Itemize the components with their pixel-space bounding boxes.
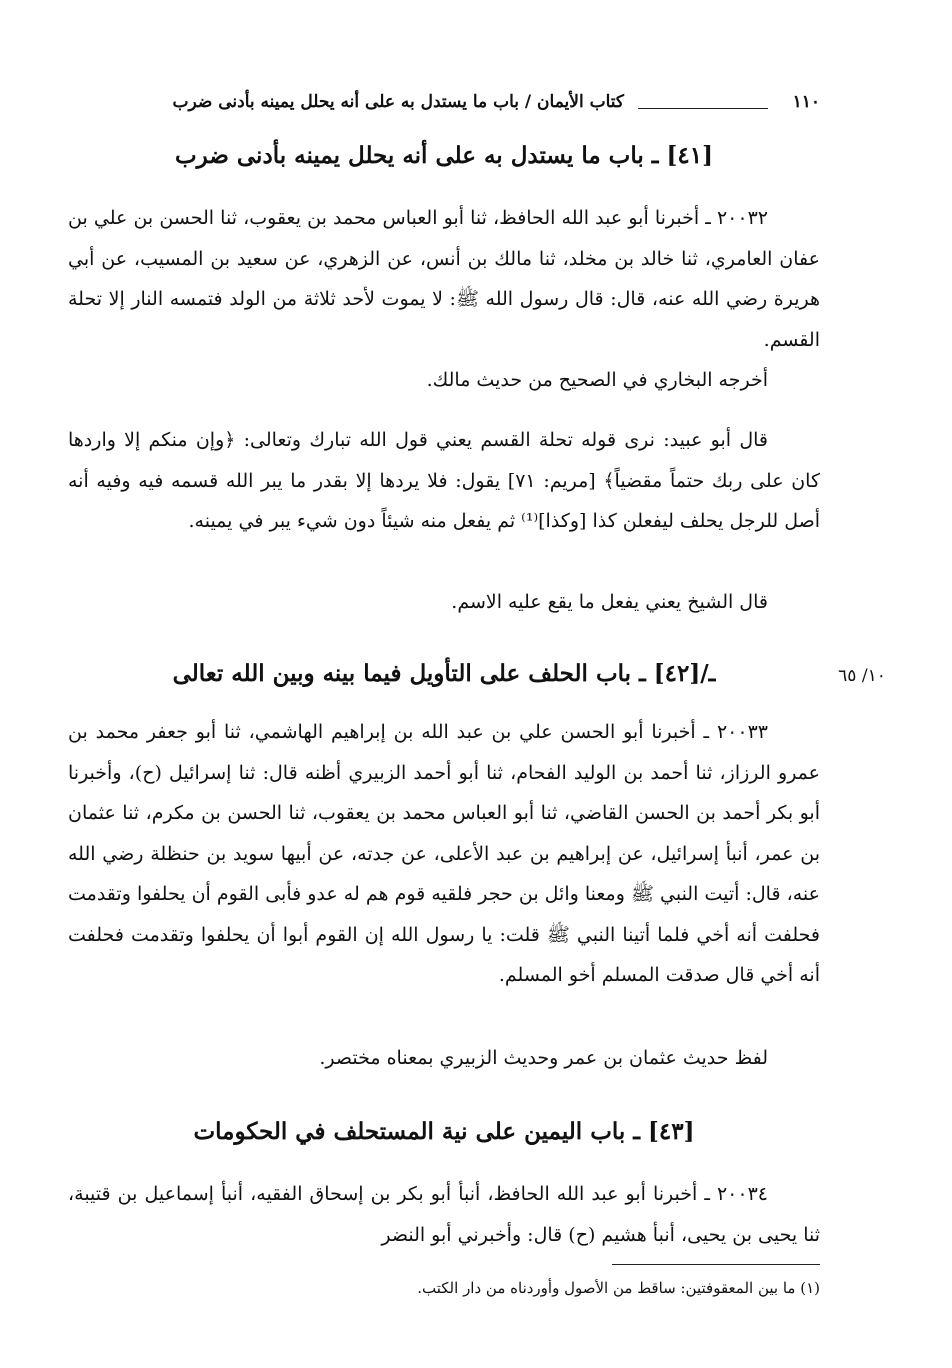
hadith-20032: ٢٠٠٣٢ ـ أخبرنا أبو عبد الله الحافظ، ثنا أبو العباس محمد بن يعقوب، ثنا الحسن بن علي بن عفان العامري، ثنا خالد بن مخلد، ثنا مالك بن أنس، عن الزهري، عن سعيد بن المسيب، عن أبي هريرة رضي الله عنه، قال: قال رسول الله ﷺ: لا يموت لأحد ثلاثة من الولد فتمسه النار إلا تحلة القسم.: [68, 207, 820, 351]
takhrij-note: أخرجه البخاري في الصحيح من حديث مالك.: [426, 369, 768, 391]
hadith-20033: ٢٠٠٣٣ ـ أخبرنا أبو الحسن علي بن عبد الله بن إبراهيم الهاشمي، ثنا أبو جعفر محمد بن عمرو الرزاز، ثنا أحمد بن الوليد الفحام، ثنا أبو أحمد الزبيري أظنه قال: ثنا إسرائيل (ح)، وأخبرنا أبو بكر أحمد بن الحسن القاضي، ثنا أبو العباس محمد بن يعقوب، ثنا الحسن بن مكرم، ثنا عثمان بن عمر، أنبأ إسرائيل، عن إبراهيم بن عبد الأعلى، عن جدته، عن أبيها سويد بن حنظلة رضي الله عنه، قال: أتيت النبي ﷺ ومعنا وائل بن حجر فلقيه قوم هم له عدو فأبى القوم أن يحلفوا وتقدمت فحلفت أنه أخي فلما أتينا النبي ﷺ قلت: يا رسول الله إن القوم أبوا أن يحلفوا وتقدمت فحلفت أنه أخي قال صدقت المسلم أخو المسلم.: [68, 721, 820, 986]
chapter-heading-43: [٤٣] ـ باب اليمين على نية المستحلف في الحكومات: [193, 1118, 695, 1145]
hadith-20034: ٢٠٠٣٤ ـ أخبرنا أبو عبد الله الحافظ، أنبأ أبو بكر بن إسحاق الفقيه، أنبأ إسماعيل بن قتيبة، ثنا يحيى بن يحيى، أنبأ هشيم (ح) قال: وأخبرني أبو النضر: [68, 1183, 820, 1246]
footnote: (١) ما بين المعقوفتين: ساقط من الأصول وأوردناه من دار الكتب.: [417, 1279, 820, 1297]
margin-reference: ١٠/ ٦٥: [838, 666, 886, 686]
running-header: [68, 92, 820, 122]
wording-note: لفظ حديث عثمان بن عمر وحديث الزبيري بمعناه مختصر.: [319, 1047, 768, 1069]
running-title: كتاب الأيمان / باب ما يستدل به على أنه يحلل يمينه بأدنى ضرب: [172, 92, 624, 112]
abu-ubaid-commentary: قال أبو عبيد: نرى قوله تحلة القسم يعني قول الله تبارك وتعالى: ﴿وإن منكم إلا واردها كان على ربك حتماً مقضياً﴾ [مريم: ٧١] يقول: فلا يردها إلا بقدر ما يبر الله قسمه فيه وفيه أنه أصل للرجل يحلف ليفعلن كذا [وكذا]⁽¹⁾ ثم يفعل منه شيئاً دون شيء يبر في يمينه.: [68, 429, 820, 532]
shaykh-comment: قال الشيخ يعني يفعل ما يقع عليه الاسم.: [451, 591, 768, 613]
footnote-rule: [612, 1264, 820, 1265]
header-rule: [638, 108, 768, 109]
chapter-heading-41: [٤١] ـ باب ما يستدل به على أنه يحلل يمينه بأدنى ضرب: [175, 142, 713, 169]
page-number: ١١٠: [792, 92, 820, 112]
chapter-heading-42: ـ/[٤٢] ـ باب الحلف على التأويل فيما بينه وبين الله تعالى: [172, 660, 716, 687]
